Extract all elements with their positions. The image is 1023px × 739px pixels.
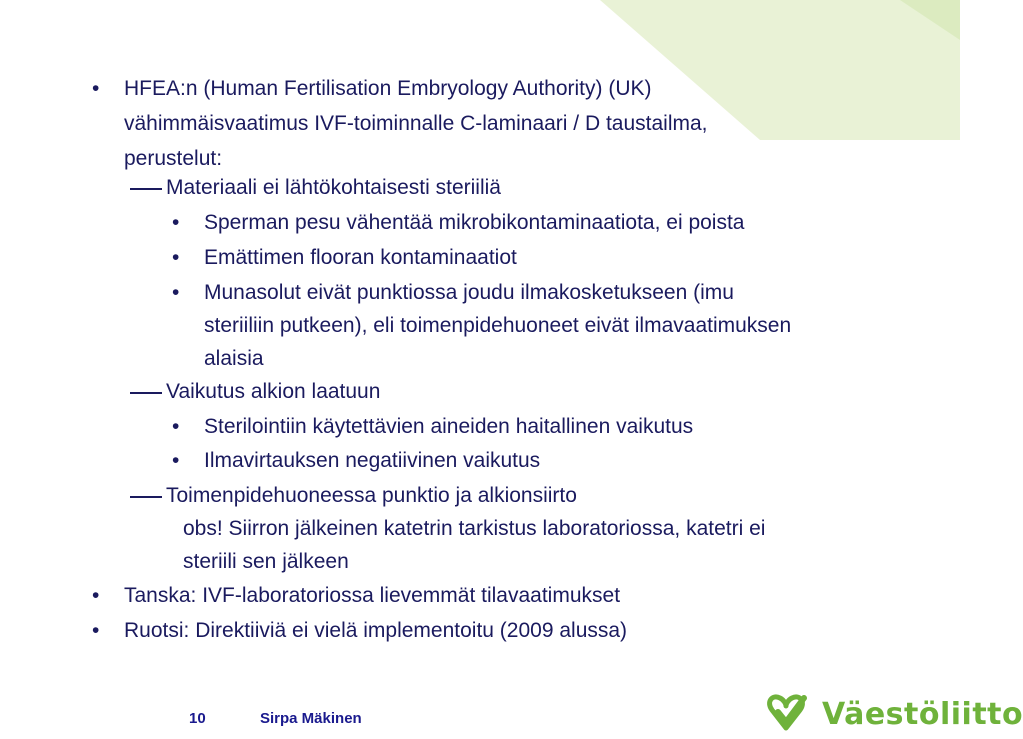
subsub-bullet-text: Munasolut eivät punktiossa joudu ilmakosketukseen (imu (204, 281, 734, 304)
note-text: obs! Siirron jälkeinen katetrin tarkistus laboratoriossa, katetri ei (183, 517, 766, 540)
sub-bullet-text: Vaikutus alkion laatuun (166, 380, 381, 403)
bullet-marker: • (172, 211, 180, 234)
bullet-marker: • (92, 619, 100, 642)
subsub-bullet-text: Ilmavirtauksen negatiivinen vaikutus (204, 449, 541, 472)
author-name: Sirpa Mäkinen (260, 710, 362, 727)
bullet-marker: • (92, 584, 100, 607)
bullet-text: Ruotsi: Direktiiviä ei vielä implementoitu (2009 alussa) (124, 619, 628, 642)
bullet-marker: • (172, 415, 180, 438)
sub-bullet-text: Materiaali ei lähtökohtaisesti steriiliä (166, 176, 501, 199)
bullet-marker: • (172, 449, 180, 472)
subsub-bullet-text: alaisia (204, 347, 264, 370)
subsub-bullet-text: Emättimen flooran kontaminaatiot (204, 246, 517, 269)
dash-marker (130, 496, 162, 498)
subsub-bullet-text: steriiliin putkeen), eli toimenpidehuoneet eivät ilmavaatimuksen (204, 314, 792, 337)
subsub-bullet-text: Sterilointiin käytettävien aineiden haitallinen vaikutus (204, 415, 694, 438)
page-number: 10 (189, 710, 206, 727)
bullet-marker: • (172, 281, 180, 304)
dash-marker (130, 188, 162, 190)
logo-text: Väestöliitto (822, 697, 1023, 732)
bullet-text: vähimmäisvaatimus IVF-toiminnalle C-laminaari / D taustailma, (124, 112, 708, 135)
bullet-text: perustelut: (124, 147, 223, 170)
note-text: steriili sen jälkeen (183, 550, 349, 573)
sub-bullet-text: Toimenpidehuoneessa punktio ja alkionsiirto (166, 484, 577, 507)
subsub-bullet-text: Sperman pesu vähentää mikrobikontaminaatiota, ei poista (204, 211, 745, 234)
dash-marker (130, 392, 162, 394)
bullet-marker: • (92, 77, 100, 100)
bullet-marker: • (172, 246, 180, 269)
bullet-text: Tanska: IVF-laboratoriossa lievemmät tilavaatimukset (124, 584, 621, 607)
bullet-text: HFEA:n (Human Fertilisation Embryology Authority) (UK) (124, 77, 652, 100)
